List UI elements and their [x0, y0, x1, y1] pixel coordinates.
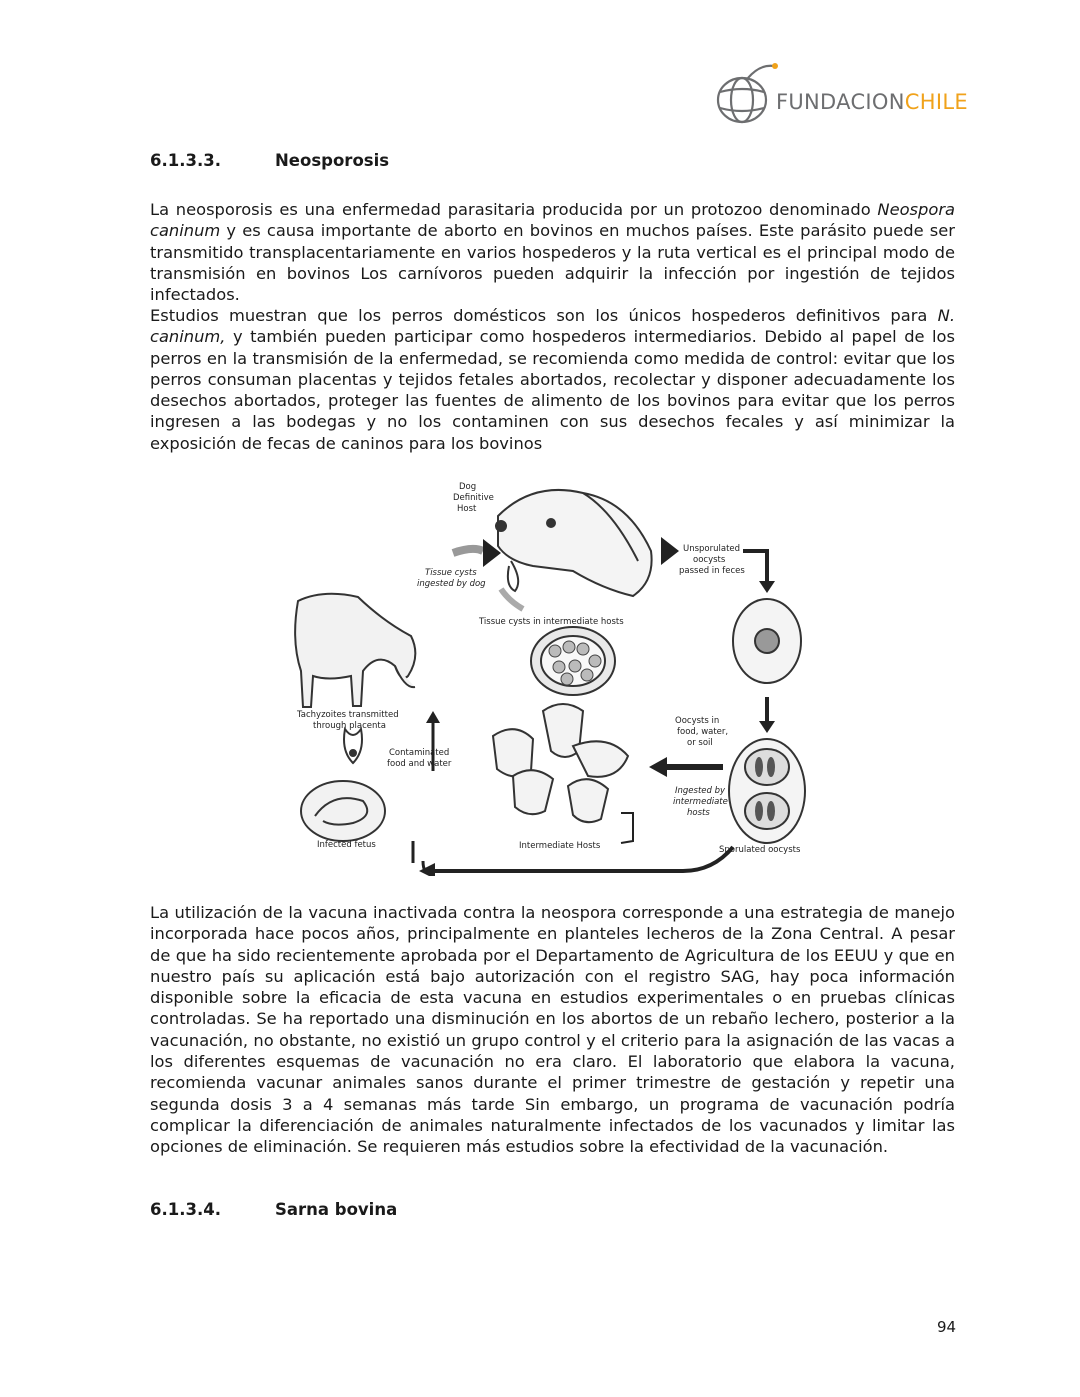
placenta-icon: [344, 729, 362, 763]
para2-text-a: Estudios muestran que los perros domésticos son los únicos hospederos definitivos para: [150, 306, 938, 325]
label-unsporulated-3: passed in feces: [679, 566, 745, 576]
intermediate-hosts-illustration: [493, 704, 628, 822]
logo-text: [776, 90, 968, 114]
label-contaminated-2: food and water: [387, 759, 452, 769]
section-title: Neosporosis: [275, 151, 390, 170]
para2-species-name: N. caninum,: [150, 306, 955, 347]
label-oocysts-3: or soil: [687, 738, 713, 748]
label-dog-3: Host: [457, 504, 477, 514]
paragraph-dogs: [150, 305, 955, 454]
label-tissue-ingested-2: ingested by dog: [417, 579, 486, 589]
dog-head-illustration: [496, 490, 652, 596]
tissue-cyst-illustration: [531, 627, 615, 695]
unsporulated-oocyst-illustration: [733, 599, 801, 683]
para1-species-name: Neospora caninum: [150, 200, 955, 241]
label-tissue-intermediate: Tissue cysts in intermediate hosts: [479, 617, 624, 627]
section-title: Sarna bovina: [275, 1200, 398, 1219]
logo-text-chile: CHILE: [904, 90, 968, 114]
page-number: 94: [937, 1318, 957, 1336]
paragraph-vaccine: La utilización de la vacuna inactivada contra la neospora corresponde a una estrategia de manejo incorporada hace pocos años, principalmente en planteles lecheros de la Zona Central. A pesar de que ha sido recientemente aprobada por el Departamento de Agricultura de los EEUU y que en nuestro país su aplicación está bajo autorización con el registro SAG, hay poca información disponible sobre la eficacia de esta vacuna en estudios experimentales o en pruebas clínicas controladas. Se ha reportado una disminución en los abortos de un rebaño lechero, posterior a la vacunación, no obstante, no existió un grupo control y el criterio para la asignación de las vacas a los diferentes esquemas de vacunación no era claro. El laboratorio que elabora la vacuna, recomienda vacunar animales sanos durante el primer trimestre de gestación y repetir una segunda dosis 3 a 4 semanas más tarde Sin embargo, un programa de vacunación podría complicar la diferenciación de animales naturalmente infectados de los vacunados y limitar las opciones de eliminación. Se requieren más estudios sobre la efectividad de la vacunación.: [150, 903, 955, 1157]
label-infected-fetus: Infected fetus: [317, 840, 376, 850]
cow-illustration: [295, 594, 415, 707]
label-ingested-1: Ingested by: [675, 786, 726, 796]
label-unsporulated-1: Unsporulated: [683, 544, 741, 554]
label-dog-1: Dog: [459, 482, 477, 492]
infected-fetus-illustration: [301, 781, 385, 841]
label-tachyzoites-1: Tachyzoites transmitted: [297, 710, 399, 720]
label-tachyzoites-2: through placenta: [313, 721, 386, 731]
fundacion-chile-logo: [712, 60, 968, 128]
section-number: 6.1.3.3.: [150, 151, 221, 170]
para1-text-a: La neosporosis es una enfermedad parasitaria producida por un protozoo denominado: [150, 200, 878, 219]
sporulated-oocyst-illustration: [729, 739, 805, 843]
label-dog-2: Definitive: [453, 493, 494, 503]
neospora-life-cycle-figure: [283, 471, 819, 876]
label-tissue-ingested-1: Tissue cysts: [425, 568, 477, 578]
section-heading-neosporosis: [150, 151, 389, 170]
label-oocysts-2: food, water,: [677, 727, 729, 737]
label-oocysts-1: Oocysts in: [675, 716, 720, 726]
section-heading-sarna-bovina: [150, 1200, 397, 1219]
logo-text-fundacion: FUNDACION: [776, 90, 905, 114]
label-ingested-3: hosts: [687, 808, 710, 818]
globe-logo-icon: [712, 60, 782, 128]
label-contaminated-1: Contaminated: [389, 748, 450, 758]
label-intermediate-hosts: Intermediate Hosts: [519, 841, 601, 851]
label-unsporulated-2: oocysts: [693, 555, 726, 565]
label-sporulated-oocysts: Sporulated oocysts: [719, 845, 801, 855]
para2-text-b: y también pueden participar como hospederos intermediarios. Debido al papel de los perros en la transmisión de la enfermedad, se recomienda como medida de control: evitar que los perros consuman placentas y tejidos fetales abortados, recolectar y disponer adecuadamente los desechos abortados, proteger las fuentes de alimento de los bovinos para evitar que los perros ingresen a las bodegas y no los contaminen con sus desechos fecales y así minimizar la exposición de fecas de caninos para los bovinos: [150, 327, 955, 453]
para1-text-b: y es causa importante de aborto en bovinos en muchos países. Este parásito puede ser transmitido transplacentariamente en varios hospederos y la ruta vertical es el principal modo de transmisión en bovinos Los carnívoros pueden adquirir la infección por ingestión de tejidos infectados.: [150, 221, 955, 305]
paragraph-intro: [150, 199, 955, 305]
section-number: 6.1.3.4.: [150, 1200, 221, 1219]
label-ingested-2: intermediate: [673, 797, 728, 807]
